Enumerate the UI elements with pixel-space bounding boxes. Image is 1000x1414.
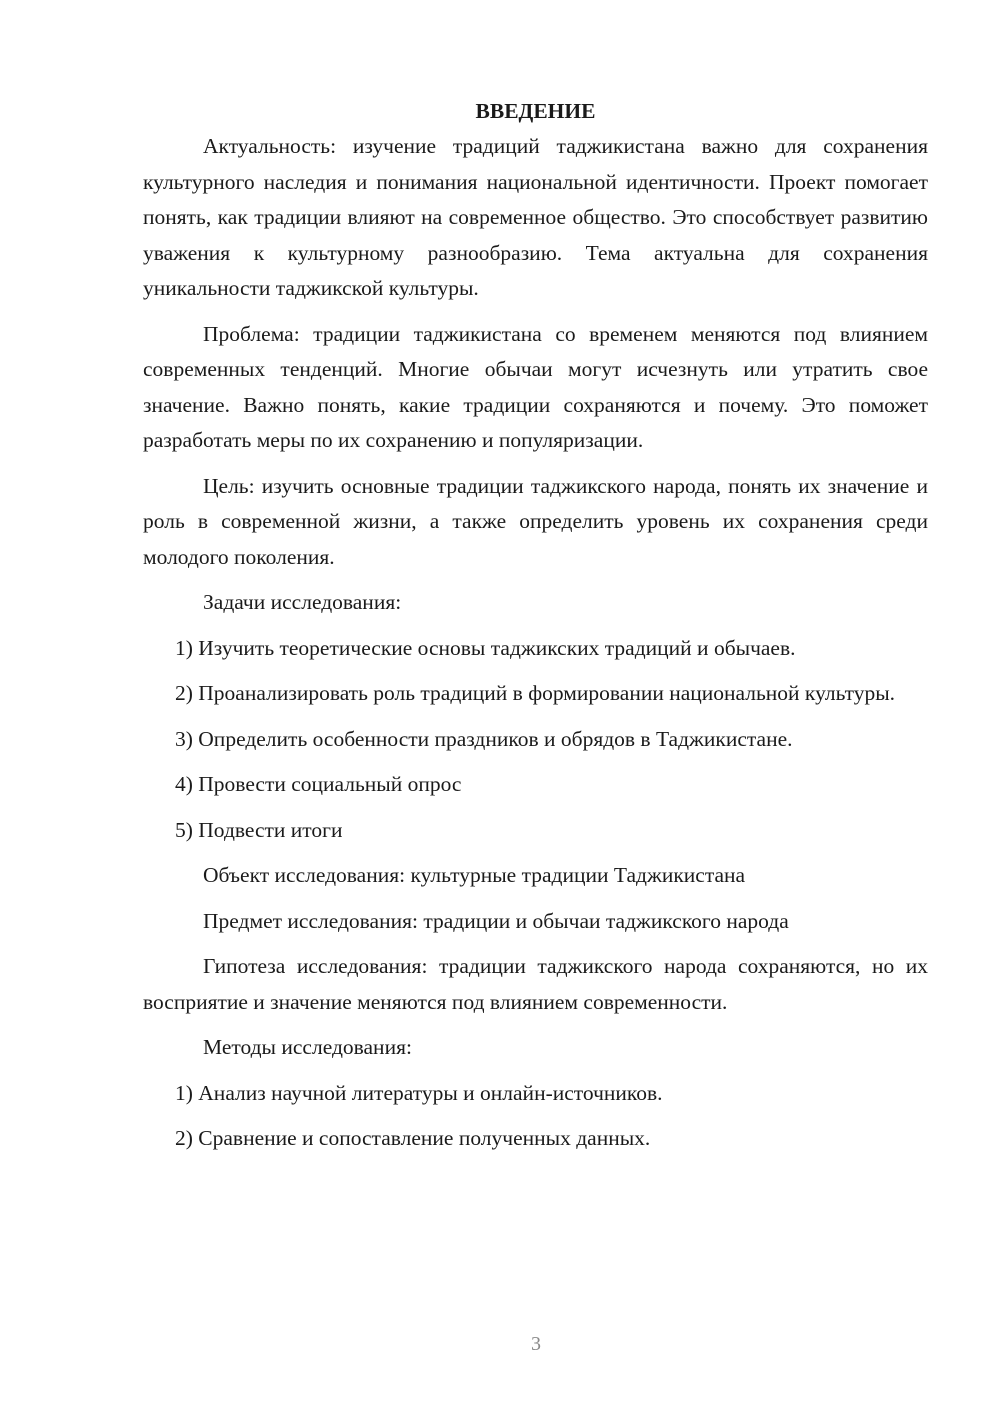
tasks-heading: Задачи исследования: [203, 590, 402, 614]
problem-paragraph: Проблема: традиции таджикистана со временем меняются под влиянием современных тенденций. Многие обычаи могут исчезнуть или утратить свое значение. Важно понять, какие традиции сохраняются и почему. Это поможет разработать меры по их сохранению и популяризации. [143, 321, 928, 452]
relevance-paragraph: Актуальность: изучение традиций таджикистана важно для сохранения культурного наследия и понимания национальной идентичности. Проект помогает понять, как традиции влияют на современное общество. Это способствует развитию уважения к культурному разнообразию. Тема актуальна для сохранения уникальности таджикской культуры. [143, 134, 928, 300]
research-object: Объект исследования: культурные традиции Таджикистана [203, 863, 746, 887]
goal-paragraph: Цель: изучить основные традиции таджикского народа, понять их значение и роль в современной жизни, а также определить уровень их сохранения среди молодого поколения. [143, 473, 928, 569]
task-item: 3) Определить особенности праздников и обрядов в Таджикистане. [175, 726, 793, 751]
method-item: 2) Сравнение и сопоставление полученных данных. [175, 1126, 651, 1150]
method-item: 1) Анализ научной литературы и онлайн-источников. [175, 1080, 663, 1105]
page-number: 3 [531, 1333, 541, 1355]
page-title: ВВЕДЕНИЕ [475, 99, 596, 123]
document-body [143, 96, 928, 1167]
task-item: 4) Провести социальный опрос [175, 772, 462, 796]
task-item: 2) Проанализировать роль традиций в формировании национальной культуры. [175, 681, 896, 705]
methods-heading: Методы исследования: [203, 1035, 412, 1059]
research-subject: Предмет исследования: традиции и обычаи таджикского народа [203, 908, 789, 933]
task-item: 1) Изучить теоретические основы таджикских традиций и обычаев. [175, 635, 796, 660]
hypothesis-paragraph: Гипотеза исследования: традиции таджикского народа сохраняются, но их восприятие и значение меняются под влиянием современности. [143, 954, 928, 1014]
task-item: 5) Подвести итоги [175, 817, 343, 842]
